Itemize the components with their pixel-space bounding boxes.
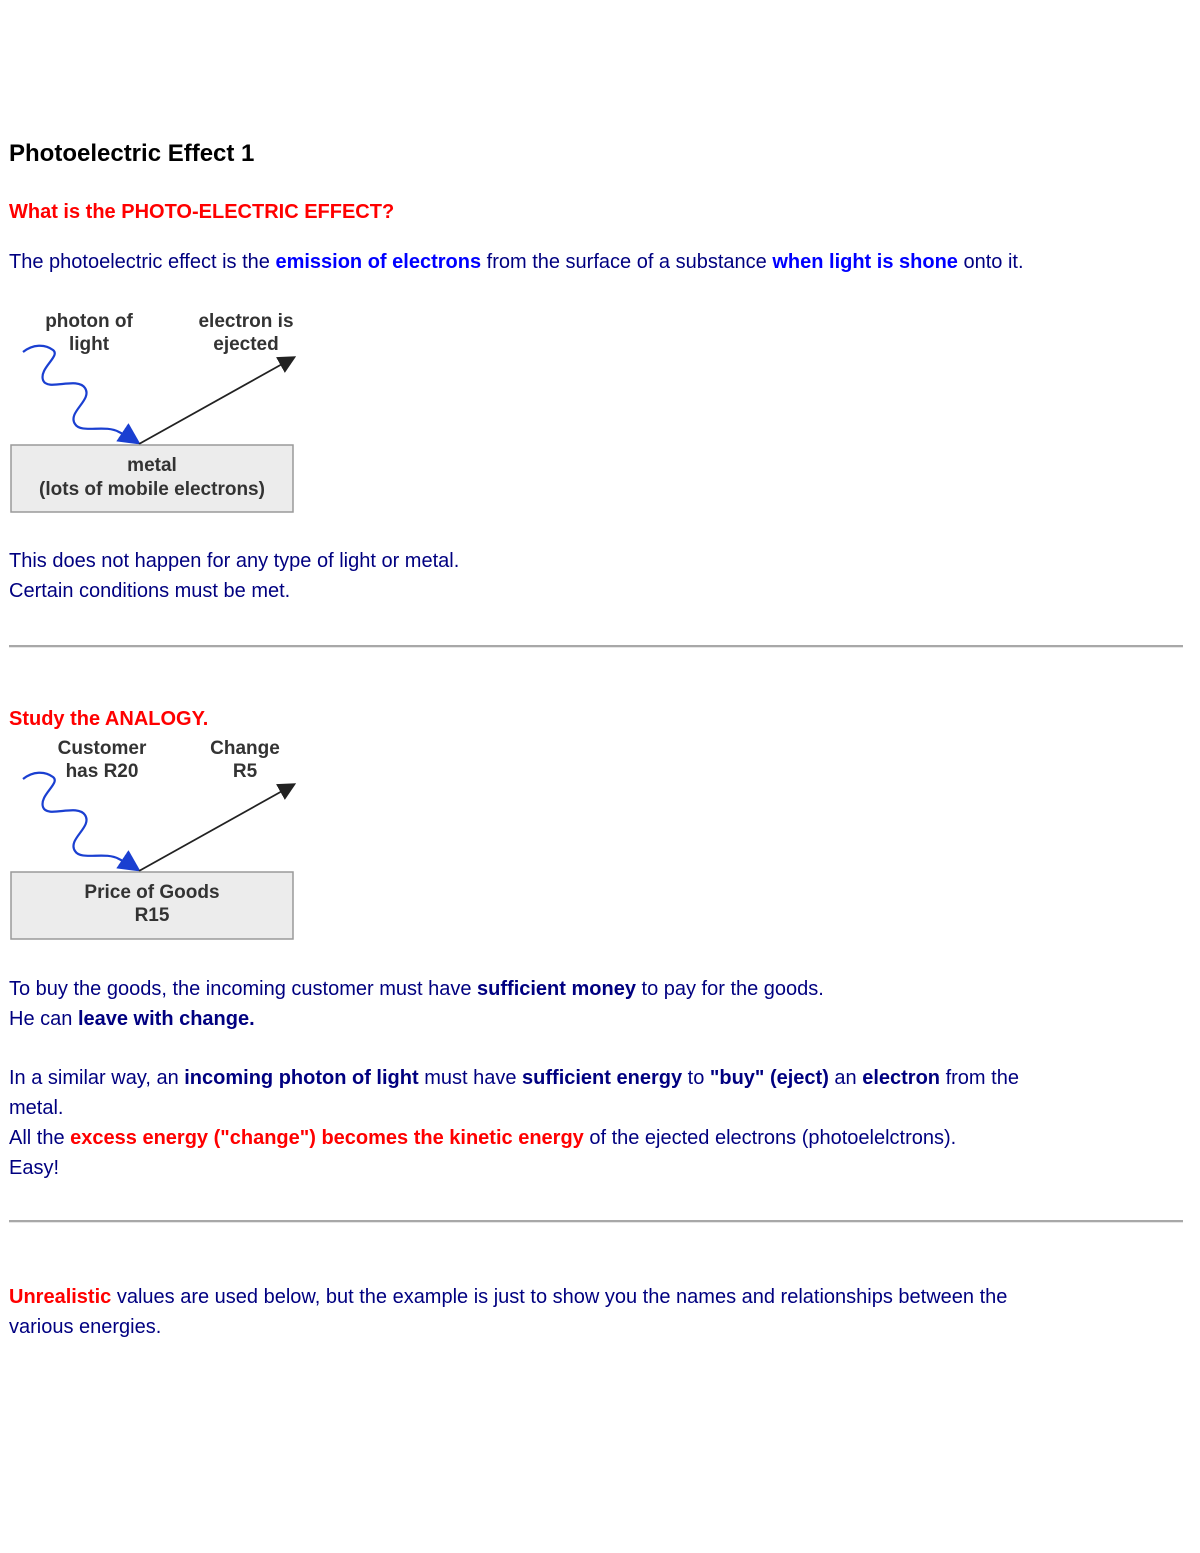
p1-part-a: To buy the goods, the incoming customer must have xyxy=(9,978,478,1000)
divider-1 xyxy=(9,645,1183,648)
analogy-paragraph-2 xyxy=(9,1004,255,1034)
condition-line2: Certain conditions must be met. xyxy=(9,580,291,602)
price-box-line2: R15 xyxy=(134,905,170,926)
analogy-paragraph-4 xyxy=(9,1123,956,1153)
condition-line1: This does not happen for any type of light or metal. xyxy=(9,550,460,572)
when-light-shone-highlight: when light is shone xyxy=(772,251,958,273)
change-label-line1: Change xyxy=(210,738,280,759)
electron-arrow-icon xyxy=(139,358,293,444)
customer-wave-icon xyxy=(23,773,137,869)
p3-part-c: must have xyxy=(418,1067,523,1089)
leave-with-change-highlight: leave with change. xyxy=(77,1008,255,1030)
customer-label-line2: has R20 xyxy=(65,761,139,782)
definition-part-c: from the surface of a substance xyxy=(481,251,773,273)
change-label-line2: R5 xyxy=(232,761,258,782)
unrealistic-paragraph xyxy=(9,1282,1007,1312)
incoming-photon-highlight: incoming photon of light xyxy=(184,1067,419,1089)
p3-part-i: from the xyxy=(940,1067,1019,1089)
p4-part-a: All the xyxy=(9,1127,71,1149)
metal-box-line2: (lots of mobile electrons) xyxy=(39,479,265,500)
emission-of-electrons-highlight: emission of electrons xyxy=(275,251,482,273)
unrealistic-paragraph-cont: various energies. xyxy=(9,1316,162,1338)
electron-highlight: electron xyxy=(862,1067,941,1089)
electron-label-line1: electron is xyxy=(198,311,294,332)
p1-part-c: to pay for the goods. xyxy=(635,978,824,1000)
p3-part-e: to xyxy=(682,1067,710,1089)
sufficient-energy-highlight: sufficient energy xyxy=(522,1067,683,1089)
p2-part-a: He can xyxy=(9,1008,78,1030)
p3-part-a: In a similar way, an xyxy=(9,1067,185,1089)
definition-part-a: The photoelectric effect is the xyxy=(9,251,276,273)
page-title: Photoelectric Effect 1 xyxy=(9,140,255,167)
analogy-paragraph-1 xyxy=(9,974,824,1004)
metal-box-line1: metal xyxy=(127,455,177,476)
easy-line: Easy! xyxy=(9,1157,60,1179)
photon-label-line2: light xyxy=(68,334,110,355)
section2-heading: Study the ANALOGY. xyxy=(9,708,209,730)
electron-label-line2: ejected xyxy=(213,334,279,355)
definition-part-e: onto it. xyxy=(957,251,1024,273)
photon-label-line1: photon of xyxy=(45,311,133,332)
buy-eject-highlight: "buy" (eject) xyxy=(709,1067,829,1089)
analogy-diagram xyxy=(9,727,309,947)
photoelectric-diagram xyxy=(9,300,309,520)
divider-2 xyxy=(9,1220,1183,1223)
photon-wave-icon xyxy=(23,346,137,442)
analogy-paragraph-3-cont: metal. xyxy=(9,1097,64,1119)
sufficient-money-highlight: sufficient money xyxy=(477,978,636,1000)
definition-sentence xyxy=(9,247,1024,277)
price-box-line1: Price of Goods xyxy=(84,882,220,903)
analogy-paragraph-3 xyxy=(9,1063,1019,1093)
p3-part-g: an xyxy=(828,1067,863,1089)
change-arrow-icon xyxy=(139,785,293,871)
unrealistic-part-b: values are used below, but the example is just to show you the names and relationships between the xyxy=(111,1286,1008,1308)
p4-part-c: of the ejected electrons (photoelelctrons). xyxy=(583,1127,957,1149)
excess-energy-highlight: excess energy ("change") becomes the kinetic energy xyxy=(70,1127,584,1149)
section1-heading: What is the PHOTO-ELECTRIC EFFECT? xyxy=(9,201,395,223)
unrealistic-highlight: Unrealistic xyxy=(9,1286,112,1308)
customer-label-line1: Customer xyxy=(57,738,147,759)
